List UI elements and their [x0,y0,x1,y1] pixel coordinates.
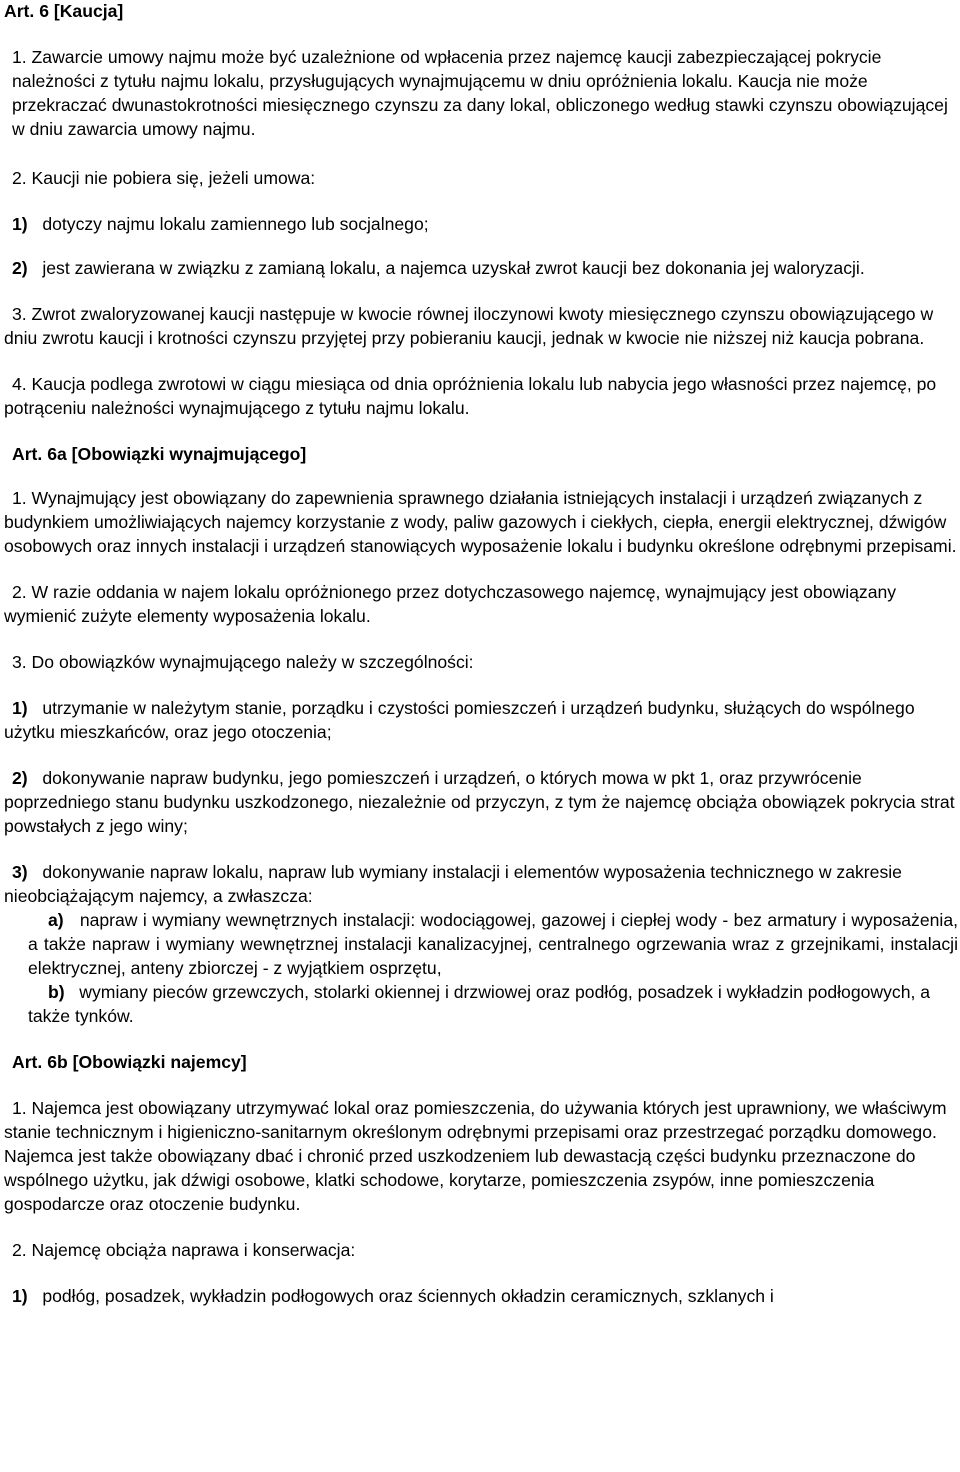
document-page [4,0,958,1308]
subitem-label: a) [48,910,64,930]
art6a-item-2 [4,766,958,838]
art6a-heading: Art. 6a [Obowiązki wynajmującego] [12,444,307,464]
item-text: podłóg, posadzek, wykładzin podłogowych oraz ściennych okładzin ceramicznych, szklanych i [42,1286,774,1306]
art6-heading: Art. 6 [Kaucja] [4,1,124,21]
item-label: 1) [12,1286,28,1306]
item-text: dokonywanie napraw budynku, jego pomieszczeń i urządzeń, o których mowa w pkt 1, oraz przywrócenie poprzedniego stanu budynku uszkodzonego, niezależnie od przyczyn, z tym że najemcę obciąża obowiązek pokrycia strat powstałych z jego winy; [4,768,955,836]
art6-item-1 [4,212,958,236]
item-text: dotyczy najmu lokalu zamiennego lub socjalnego; [42,214,429,234]
item-text: jest zawierana w związku z zamianą lokalu, a najemca uzyskał zwrot kaucji bez dokonania jej waloryzacji. [42,258,865,278]
item-label: 2) [12,258,28,278]
item-label: 1) [12,214,28,234]
art6-item-2 [4,256,958,280]
item-text: utrzymanie w należytym stanie, porządku i czystości pomieszczeń i urządzeń budynku, służących do wspólnego użytku mieszkańców, oraz jego otoczenia; [4,698,915,742]
item-label: 3) [12,862,28,882]
art6b-paragraph-1: 1. Najemca jest obowiązany utrzymywać lokal oraz pomieszczenia, do używania których jest uprawniony, we właściwym stanie technicznym i higieniczno-sanitarnym określonym odrębnymi przepisami oraz przestrzegać porządku domowego. Najemca jest także obowiązany dbać i chronić przed uszkodzeniem lub dewastacją części budynku przeznaczone do wspólnego użytku, jak dźwigi osobowe, klatki schodowe, korytarze, pomieszczenia zsypów, inne pomieszczenia gospodarcze oraz otoczenie budynku. [4,1098,947,1214]
item-text: dokonywanie napraw lokalu, napraw lub wymiany instalacji i elementów wyposażenia technicznego w zakresie nieobciążającym najemcy, a zwłaszcza: [4,862,902,906]
art6a-paragraph-1: 1. Wynajmujący jest obowiązany do zapewnienia sprawnego działania istniejących instalacji i urządzeń związanych z budynkiem umożliwiających najemcy korzystanie z wody, paliw gazowych i ciekłych, ciepła, energii elektrycznej, dźwigów osobowych oraz innych instalacji i urządzeń stanowiących wyposażenie lokalu i budynku określone odrębnymi przepisami. [4,488,957,556]
art6b-paragraph-2: 2. Najemcę obciąża naprawa i konserwacja: [12,1240,356,1260]
art6-paragraph-3: 3. Zwrot zwaloryzowanej kaucji następuje w kwocie równej iloczynowi kwoty miesięcznego czynszu obowiązującego w dniu zwrotu kaucji i krotności czynszu przyjętej przy pobieraniu kaucji, jednak w kwocie nie niższej niż kaucja pobrana. [4,304,934,348]
art6b-item-1 [4,1284,958,1308]
subitem-text: wymiany pieców grzewczych, stolarki okiennej i drzwiowej oraz podłóg, posadzek i wykładzin podłogowych, a także tynków. [28,982,931,1026]
art6a-paragraph-2: 2. W razie oddania w najem lokalu opróżnionego przez dotychczasowego najemcę, wynajmujący jest obowiązany wymienić zużyte elementy wyposażenia lokalu. [4,582,897,626]
art6a-item-3 [4,860,958,908]
item-label: 1) [12,698,28,718]
art6a-subitem-b [4,980,958,1028]
subitem-label: b) [48,982,65,1002]
art6-paragraph-1: 1. Zawarcie umowy najmu może być uzależnione od wpłacenia przez najemcę kaucji zabezpieczającej pokrycie należności z tytułu najmu lokalu, przysługujących wynajmującemu w dniu opróżnienia lokalu. Kaucja nie może przekraczać dwunastokrotności miesięcznego czynszu za dany lokal, obliczonego według stawki czynszu obowiązującej w dniu zawarcia umowy najmu. [12,47,948,139]
art6-paragraph-4: 4. Kaucja podlega zwrotowi w ciągu miesiąca od dnia opróżnienia lokalu lub nabycia jego własności przez najemcę, po potrąceniu należności wynajmującego z tytułu najmu lokalu. [4,374,937,418]
art6a-subitem-a [4,908,958,980]
art6-paragraph-2: 2. Kaucji nie pobiera się, jeżeli umowa: [12,168,316,188]
art6a-item-1 [4,696,958,744]
item-label: 2) [12,768,28,788]
art6b-heading: Art. 6b [Obowiązki najemcy] [12,1052,247,1072]
subitem-text: napraw i wymiany wewnętrznych instalacji: wodociągowej, gazowej i ciepłej wody - bez armatury i wyposażenia, a także napraw i wymiany wewnętrznej instalacji kanalizacyjnej, centralnego ogrzewania wraz z grzejnikami, instalacji elektrycznej, anteny zbiorczej - z wyjątkiem osprzętu, [28,910,958,978]
art6a-paragraph-3: 3. Do obowiązków wynajmującego należy w szczególności: [12,652,474,672]
